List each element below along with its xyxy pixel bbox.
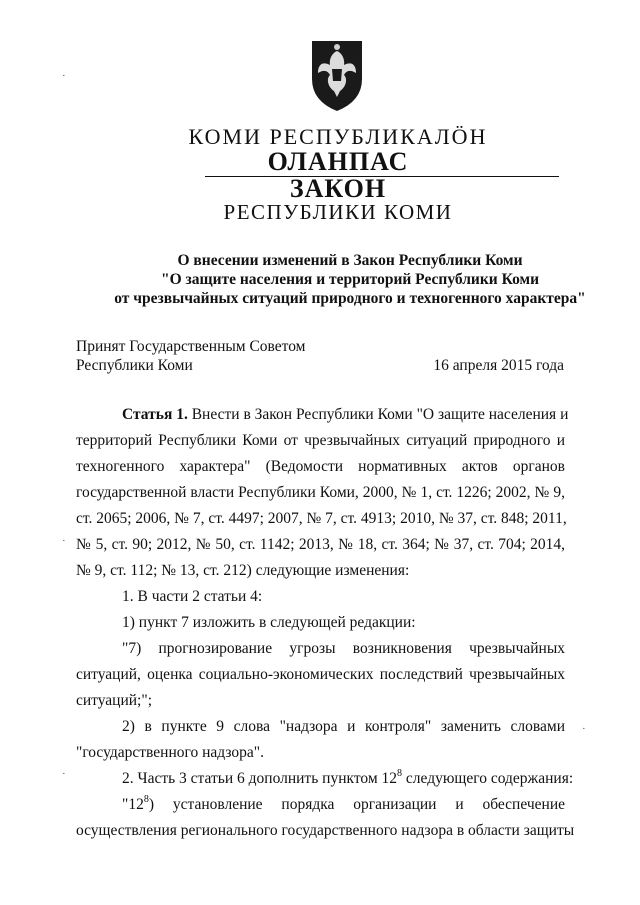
- adoption-line: Принят Государственным Советом: [76, 338, 306, 355]
- law-body: [76, 402, 575, 844]
- law-title-line: "О защите населения и территорий Республики Коми: [160, 271, 540, 288]
- adoption-date: 16 апреля 2015 года: [433, 357, 564, 374]
- body-line: № 9, ст. 112; № 13, ст. 212) следующие изменения:: [76, 562, 410, 579]
- body-line: "государственного надзора".: [76, 744, 264, 761]
- scan-speck: ·: [62, 535, 66, 547]
- body-line: техногенного характера" (Ведомости нормативных актов органов: [76, 458, 565, 475]
- header-komi-republic: КОМИ РЕСПУБЛИКАЛӦН: [188, 124, 488, 149]
- law-title-line: от чрезвычайных ситуаций природного и техногенного характера": [114, 290, 586, 307]
- article-label: Статья 1.: [122, 406, 188, 423]
- body-line: 1. В части 2 статьи 4:: [122, 588, 263, 605]
- body-line: 1) пункт 7 изложить в следующей редакции:: [122, 614, 416, 631]
- coat-of-arms-emblem: [308, 35, 366, 113]
- body-line: государственной власти Республики Коми, 2000, № 1, ст. 1226; 2002, № 9,: [76, 484, 565, 501]
- body-line: территорий Республики Коми от чрезвычайных ситуаций природного и: [76, 432, 565, 449]
- header-law: ЗАКОН: [289, 174, 387, 203]
- body-line: 2. Часть 3 статьи 6 дополнить пунктом $12^8$ следующего содержания:: [122, 768, 574, 787]
- body-line: ситуаций, оценка социально-экономических последствий чрезвычайных: [76, 666, 565, 683]
- scan-speck: ·: [582, 723, 586, 735]
- body-line: Статья 1. Внести в Закон Республики Коми "О защите населения и: [122, 406, 569, 423]
- body-line: "$12^8$) установление порядка организации и обеспечение: [122, 794, 565, 813]
- law-title: [60, 251, 640, 308]
- body-line: "7) прогнозирование угрозы возникновения чрезвычайных: [122, 640, 565, 657]
- body-line: № 5, ст. 90; 2012, № 50, ст. 1142; 2013, № 18, ст. 364; № 37, ст. 704; 2014,: [76, 536, 565, 553]
- scan-speck: ·: [62, 768, 66, 780]
- header-republic: РЕСПУБЛИКИ КОМИ: [223, 200, 453, 224]
- body-line: ситуаций;";: [76, 692, 152, 709]
- header-komi-law: ОЛАНПАС: [267, 147, 409, 176]
- adoption-note: [76, 337, 306, 375]
- adoption-line: Республики Коми: [76, 357, 193, 374]
- law-title-line: О внесении изменений в Закон Республики Коми: [177, 252, 523, 269]
- body-line: ст. 2065; 2006, № 7, ст. 4497; 2007, № 7, ст. 4913; 2010, № 37, ст. 848; 2011,: [76, 510, 567, 527]
- scan-speck: ·: [62, 70, 66, 82]
- body-line: 2) в пункте 9 слова "надзора и контроля" заменить словами: [122, 718, 565, 735]
- body-line: осуществления регионального государственного надзора в области защиты: [76, 822, 575, 839]
